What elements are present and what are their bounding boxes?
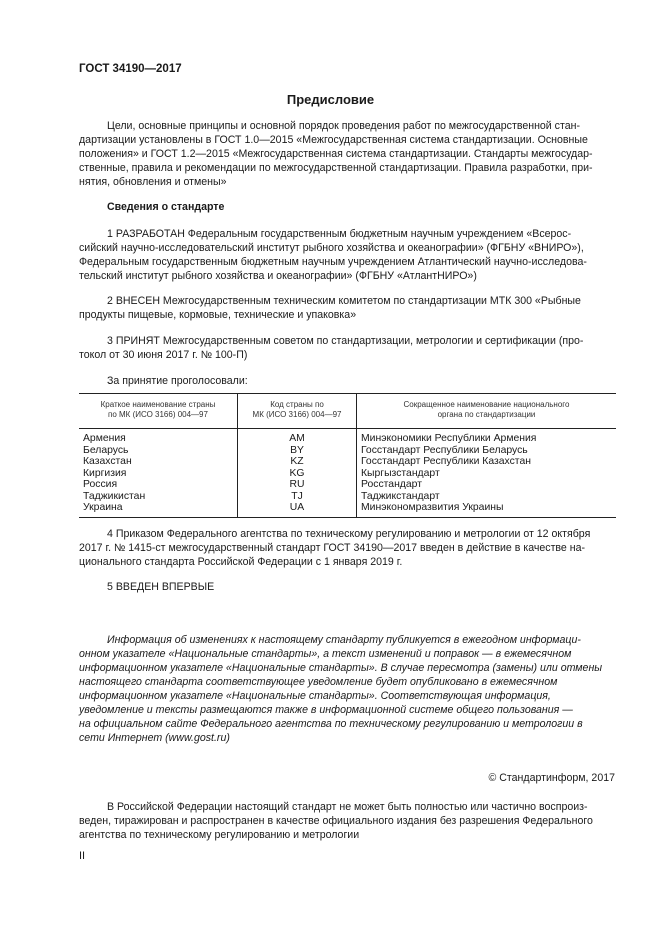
text-line: настоящего стандарта соответствующее уведомление будет опубликовано в ежемесячном — [79, 676, 558, 688]
text-line: веден, тиражирован и распространен в качестве официального издания без разрешения Федерального — [79, 815, 593, 827]
text-line: 3 ПРИНЯТ Межгосударственным советом по стандартизации, метрологии и сертификации (про- — [107, 335, 584, 347]
code-cell: RU — [238, 479, 357, 491]
info-heading: Сведения о стандарте — [107, 201, 225, 213]
text-line: тельский институт рыбного хозяйства и океанографии» (ФГБНУ «АтлантНИРО») — [79, 270, 477, 282]
table-row — [79, 468, 616, 480]
table-row — [79, 491, 616, 503]
text-line: ственные, правила и рекомендации по межгосударственной стандартизации. Правила разработки, при- — [79, 162, 593, 174]
text-line: информационном указателе «Национальные стандарты». Соответствующая информация, — [79, 690, 551, 702]
text-line: Цели, основные принципы и основной порядок проведения работ по межгосударственной стан- — [107, 120, 580, 132]
amendments-notice — [79, 633, 614, 745]
body-cell: Госстандарт Республики Казахстан — [357, 456, 617, 468]
body-cell: Росстандарт — [357, 479, 617, 491]
body-cell: Таджикстандарт — [357, 491, 617, 503]
body-cell: Кыргызстандарт — [357, 468, 617, 480]
text-line: 2017 г. № 1415-ст межгосударственный стандарт ГОСТ 34190—2017 введен в действие в качестве на- — [79, 542, 586, 554]
text-line: 2 ВНЕСЕН Межгосударственным техническим комитетом по стандартизации МТК 300 «Рыбные — [107, 295, 581, 307]
country-cell: Беларусь — [83, 444, 129, 456]
text-line: дартизации установлены в ГОСТ 1.0—2015 «Межгосударственная система стандартизации. Основные — [79, 134, 588, 146]
text-line: нятия, обновления и отмены» — [79, 176, 227, 188]
code-cell: KG — [238, 468, 357, 480]
item-first-introduced: 5 ВВЕДЕН ВПЕРВЫЕ — [107, 581, 215, 593]
text-line: сийский научно-исследовательский институт рыбного хозяйства и океанографии» (ФГБНУ «ВНИРО»), — [79, 242, 584, 254]
table-row — [79, 429, 616, 445]
text-line: 1 РАЗРАБОТАН Федеральным государственным бюджетным научным учреждением «Всерос- — [107, 228, 572, 240]
text-line: положения» и ГОСТ 1.2—2015 «Межгосударственная система стандартизации. Стандарты межгосудар- — [79, 148, 593, 160]
text-line: токол от 30 июня 2017 г. № 100-П) — [79, 349, 248, 361]
country-cell: Таджикистан — [83, 490, 146, 502]
text-line: 4 Приказом Федерального агентства по техническому регулированию и метрологии от 12 октября — [107, 528, 591, 540]
table-header-body: Сокращенное наименование национального органа по стандартизации — [357, 394, 617, 429]
text-line: продукты пищевые, кормовые, технические и упаковка» — [79, 309, 357, 321]
text-line: сети Интернет (www.gost.ru) — [79, 732, 230, 744]
table-row — [79, 445, 616, 457]
table-header-country: Краткое наименование страны по МК (ИСО 3166) 004—97 — [79, 394, 238, 429]
item-developed — [79, 227, 614, 283]
country-cell: Украина — [79, 502, 238, 517]
copyright-notice: © Стандартинформ, 2017 — [488, 772, 615, 784]
text-line: информационном указателе «Национальные стандарты». В случае пересмотра (замены) или отмены — [79, 662, 603, 674]
text-line: ционального стандарта Российской Федерации с 1 января 2019 г. — [79, 556, 403, 568]
item-enacted — [79, 527, 614, 569]
code-cell: BY — [238, 445, 357, 457]
table-row — [79, 456, 616, 468]
voting-table — [79, 393, 616, 518]
table-row — [79, 479, 616, 491]
code-cell: TJ — [238, 491, 357, 503]
table-row — [79, 502, 616, 517]
country-cell: Армения — [83, 433, 126, 444]
text-line: уведомление и тексты размещаются также в информационной системе общего пользования — — [79, 704, 573, 716]
body-cell: Минэкономразвития Украины — [357, 502, 617, 517]
country-cell: Киргизия — [83, 467, 127, 479]
intro-paragraph — [79, 119, 614, 189]
item-adopted — [79, 334, 614, 362]
body-cell: Минэкономики Республики Армения — [357, 429, 617, 445]
vote-intro: За принятие проголосовали: — [107, 375, 248, 387]
code-cell: UA — [238, 502, 357, 517]
page-title: Предисловие — [286, 92, 375, 107]
body-cell: Госстандарт Республики Беларусь — [357, 445, 617, 457]
page-number: II — [79, 850, 86, 862]
country-cell: Россия — [83, 479, 118, 490]
text-line: онном указателе «Национальные стандарты», а текст изменений и поправок — в ежемесячном — [79, 648, 572, 660]
text-line: В Российской Федерации настоящий стандарт не может быть полностью или частично воспроиз- — [107, 801, 588, 813]
document-id: ГОСТ 34190—2017 — [79, 63, 182, 75]
text-line: агентства по техническому регулированию и метрологии — [79, 829, 360, 841]
text-line: на официальном сайте Федерального агентства по техническому регулированию и метрологии в — [79, 718, 583, 730]
text-line: Информация об изменениях к настоящему стандарту публикуется в ежегодном информаци- — [107, 634, 581, 646]
legal-notice — [79, 800, 614, 842]
country-cell: Казахстан — [83, 456, 132, 467]
text-line: Федеральным государственным бюджетным научным учреждением Атлантический научно-исследова- — [79, 256, 587, 268]
item-introduced — [79, 294, 614, 322]
table-header-code: Код страны по МК (ИСО 3166) 004—97 — [238, 394, 357, 429]
code-cell: AM — [238, 429, 357, 445]
code-cell: KZ — [238, 456, 357, 468]
